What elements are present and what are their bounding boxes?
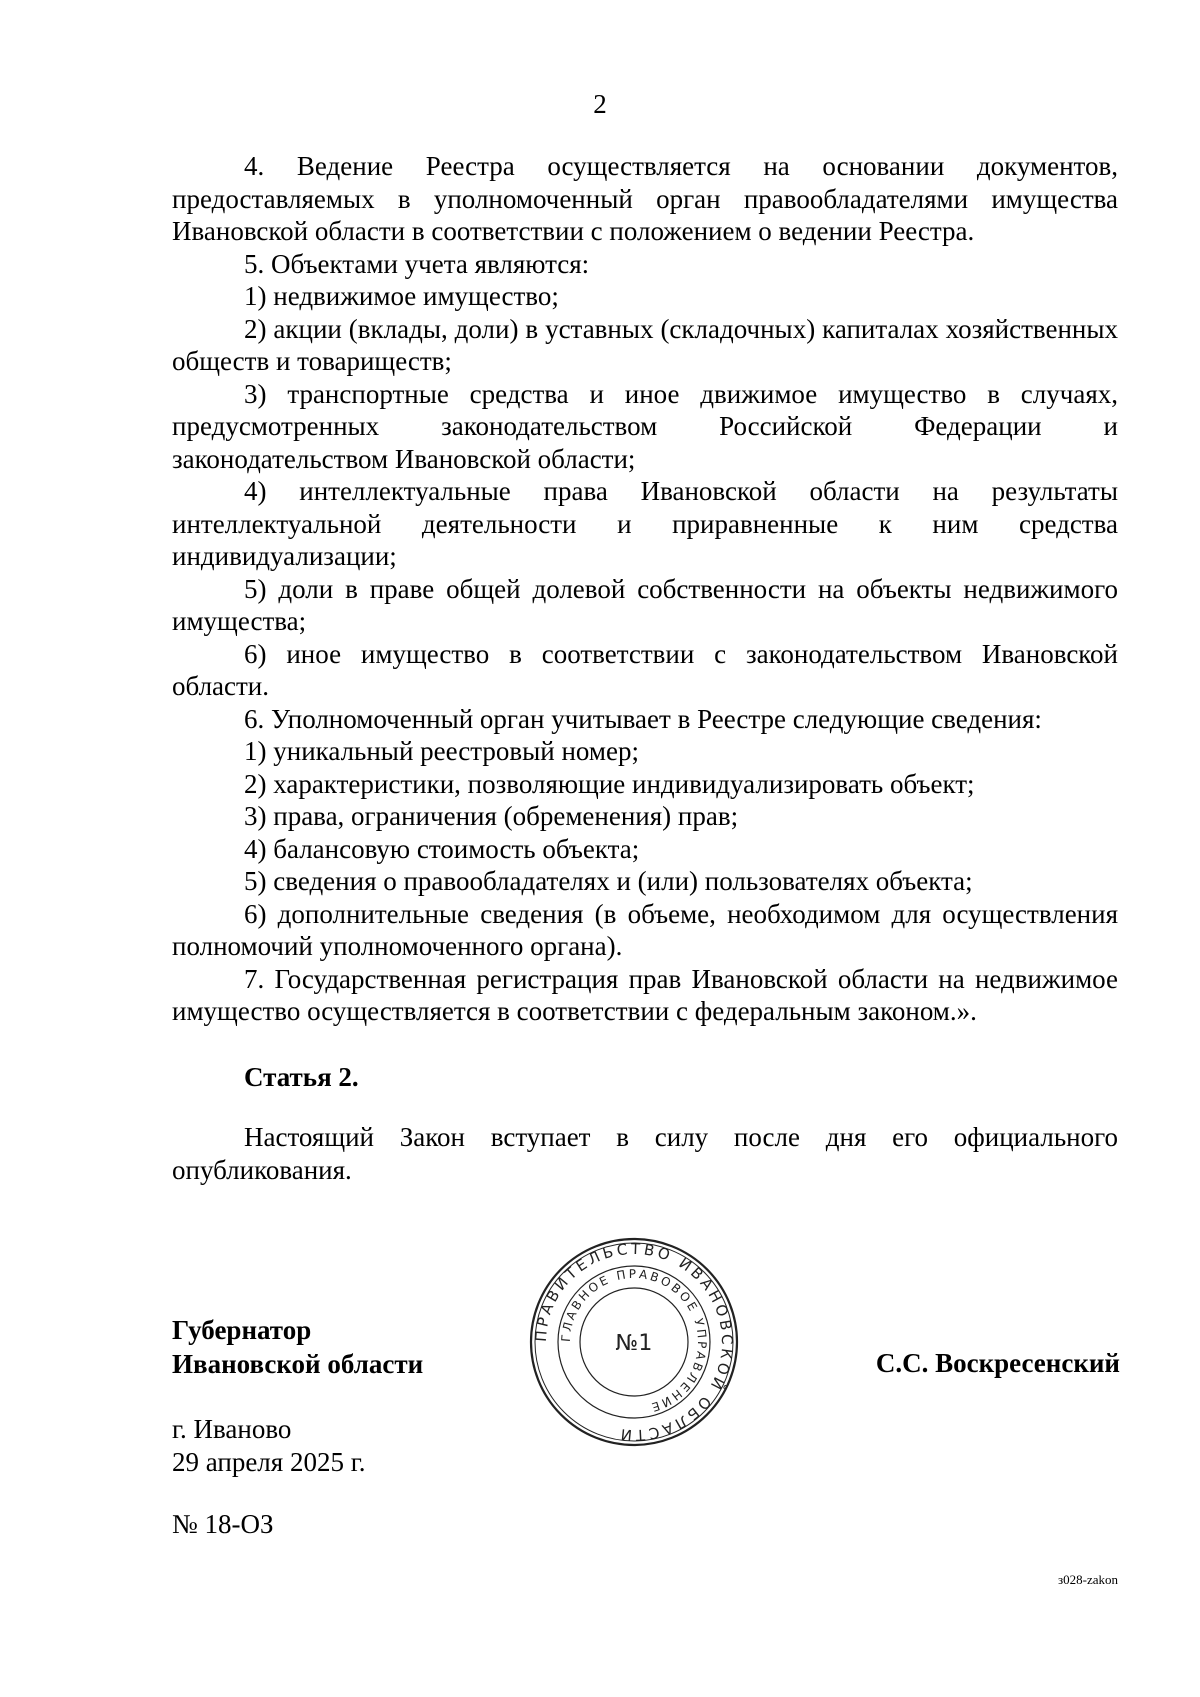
official-seal: [527, 1235, 741, 1449]
signatory-title-line: Ивановской области: [172, 1349, 424, 1379]
paragraph: 4. Ведение Реестра осуществляется на основании документов, предоставляемых в уполномоченный орган правообладателями имущества Ивановской области в соответствии с положением о ведении Реестра.: [172, 151, 1118, 246]
paragraph: 6. Уполномоченный орган учитывает в Реестре следующие сведения:: [244, 703, 1042, 734]
paragraph: 2) акции (вклады, доли) в уставных (складочных) капиталах хозяйственных обществ и товариществ;: [172, 313, 1118, 376]
paragraph: 3) транспортные средства и иное движимое имущество в случаях, предусмотренных законодательством Российской Федерации и законодательством Ивановской области;: [172, 378, 1118, 474]
seal-center-text: №1: [615, 1331, 653, 1356]
paragraph: 4) балансовую стоимость объекта;: [244, 833, 640, 864]
place: г. Иваново: [172, 1414, 292, 1444]
paragraph: 5) доли в праве общей долевой собственности на объекты недвижимого имущества;: [172, 573, 1118, 636]
paragraph: 5) сведения о правообладателях и (или) пользователях объекта;: [244, 866, 973, 896]
paragraph: 4) интеллектуальные права Ивановской области на результаты интеллектуальной деятельности и приравненные к ним средства индивидуализации;: [172, 476, 1118, 571]
seal-outer-text: ПРАВИТЕЛЬСТВО ИВАНОВСКОЙ ОБЛАСТИ: [531, 1239, 737, 1445]
page-number: 2: [593, 89, 607, 119]
document-code: з028-zakon: [1057, 1572, 1118, 1587]
paragraph: 1) уникальный реестровый номер;: [244, 736, 639, 766]
seal-inner-text: ГЛАВНОЕ ПРАВОВОЕ УПРАВЛЕНИЕ: [558, 1266, 710, 1416]
date: 29 апреля 2025 г.: [172, 1446, 366, 1477]
paragraph: 5. Объектами учета являются:: [244, 248, 590, 279]
paragraph: 6) иное имущество в соответствии с законодательством Ивановской области.: [172, 638, 1118, 701]
signatory-title: [172, 1313, 423, 1381]
signatory-title-line: Губернатор: [172, 1315, 312, 1345]
signatory-name: С.С. Воскресенский: [875, 1348, 1120, 1378]
paragraph: 3) права, ограничения (обременения) прав;: [244, 801, 739, 831]
paragraph: 7. Государственная регистрация прав Ивановской области на недвижимое имущество осуществляется в соответствии с федеральным законом.».: [172, 963, 1118, 1026]
law-body: [172, 150, 1118, 1186]
paragraph: 2) характеристики, позволяющие индивидуализировать объект;: [244, 768, 975, 799]
paragraph: 6) дополнительные сведения (в объеме, необходимом для осуществления полномочий уполномоченного органа).: [172, 898, 1118, 961]
law-number: № 18-ОЗ: [172, 1509, 274, 1539]
article-heading: Статья 2.: [244, 1061, 359, 1092]
article-text: Настоящий Закон вступает в силу после дня его официального опубликования.: [172, 1122, 1118, 1185]
place-and-date: [172, 1413, 365, 1478]
paragraph: 1) недвижимое имущество;: [244, 281, 559, 311]
